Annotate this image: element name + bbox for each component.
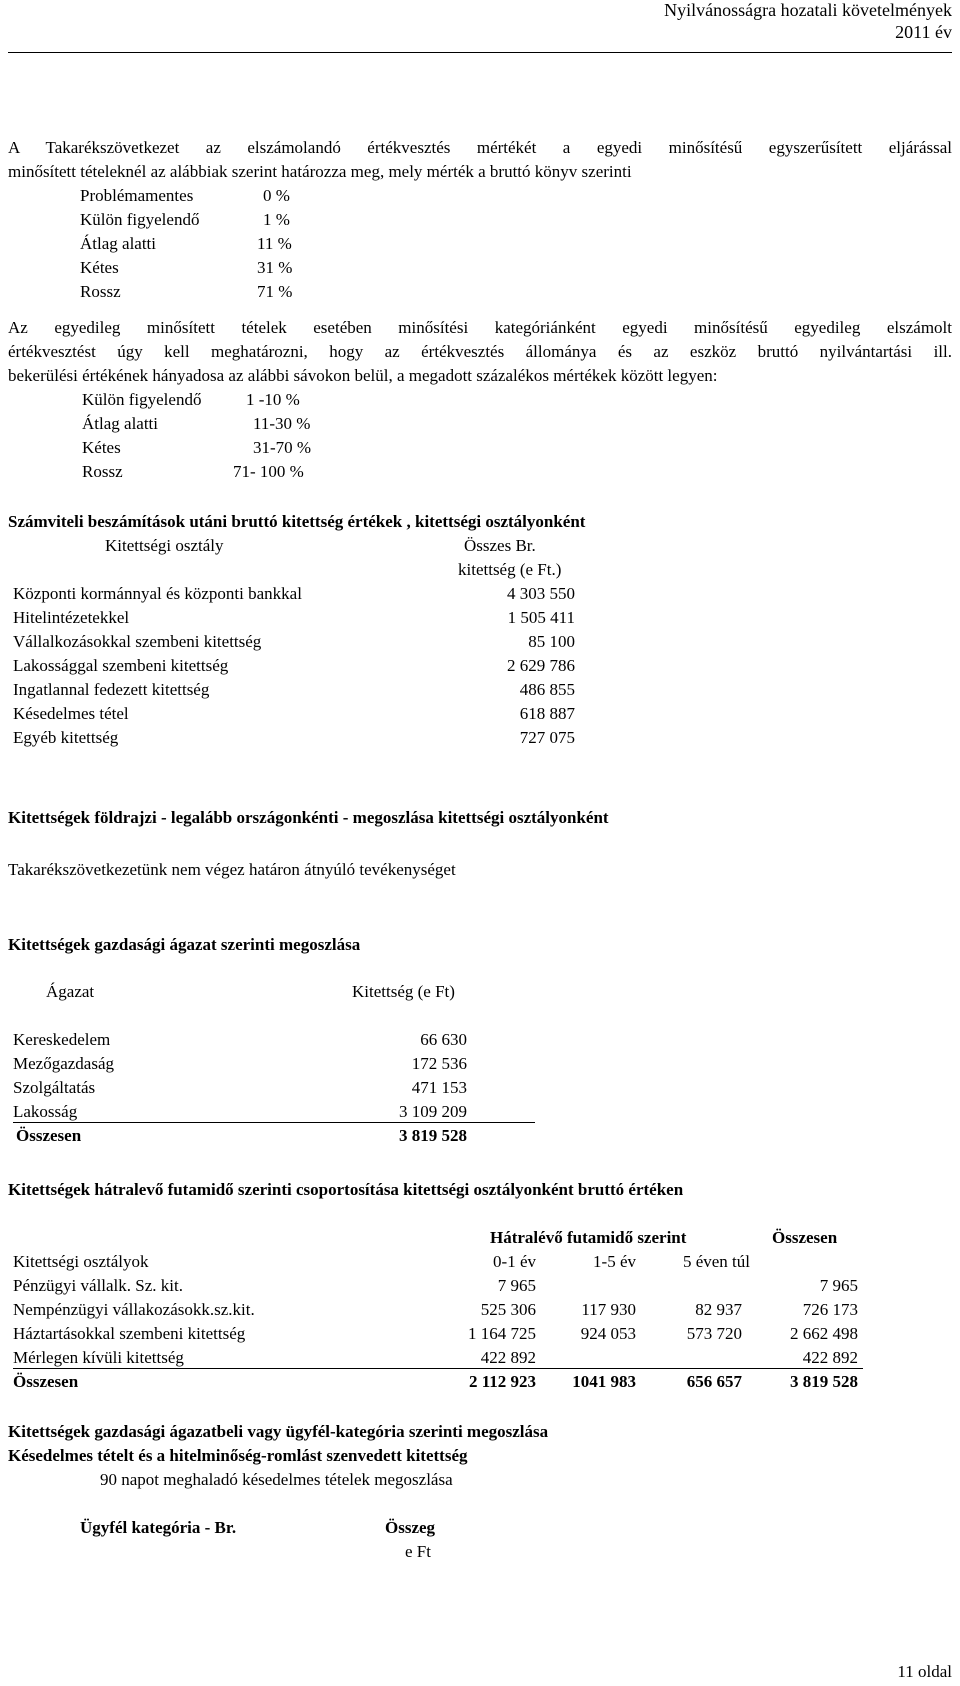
intro-line-1: A Takarékszövetkezet az elszámolandó értékvesztés mértékét a egyedi minősítésű egyszerűsített eljárással [8, 138, 952, 157]
exposure-col-class: Kitettségi osztály [105, 536, 224, 555]
maturity-row-head: Kitettségi osztályok [13, 1252, 149, 1271]
rate-label: Átlag alatti [80, 234, 157, 253]
table-row-label: Kereskedelem [13, 1030, 111, 1049]
table-row-value: 618 887 [519, 704, 575, 723]
maturity-total-divider [13, 1368, 863, 1369]
table-row-value: 85 100 [528, 632, 575, 651]
range-label: Külön figyelendő [82, 390, 202, 409]
table-cell: 525 306 [480, 1300, 536, 1319]
table-row-label: Vállalkozásokkal szembeni kitettség [13, 632, 262, 651]
maturity-total-cell: 2 112 923 [468, 1372, 536, 1391]
header-divider [8, 52, 952, 53]
table-row-value: 3 109 209 [399, 1102, 467, 1121]
individual-line-1: Az egyedileg minősített tételek esetében minősítési kategóriánként egyedi minősítésű egyedileg elszámolt [8, 318, 952, 337]
table-row-label: Szolgáltatás [13, 1078, 96, 1097]
table-row-value: 486 855 [519, 680, 575, 699]
maturity-total-label: Összesen [13, 1372, 79, 1391]
sector-col-sector: Ágazat [46, 982, 95, 1001]
overdue-title-1: Kitettségek gazdasági ágazatbeli vagy ügyfél-kategória szerinti megoszlása [8, 1422, 549, 1441]
sector-col-exposure: Kitettség (e Ft) [352, 982, 455, 1001]
geo-text: Takarékszövetkezetünk nem végez határon átnyúló tevékenységet [8, 860, 456, 879]
overdue-col-amount: Összeg [385, 1518, 436, 1537]
table-row-label: Késedelmes tétel [13, 704, 129, 723]
maturity-total-cell: 3 819 528 [790, 1372, 858, 1391]
table-row-value: 172 536 [411, 1054, 467, 1073]
table-cell-total: 7 965 [819, 1276, 858, 1295]
maturity-total-cell: 656 657 [686, 1372, 742, 1391]
maturity-total-cell: 1041 983 [572, 1372, 636, 1391]
overdue-title-2: Késedelmes tételt és a hitelminőség-romlást szenvedett kitettség [8, 1446, 468, 1465]
table-row-value: 4 303 550 [507, 584, 575, 603]
page-header-year: 2011 év [895, 22, 952, 42]
table-row-label: Központi kormánnyal és központi bankkal [13, 584, 302, 603]
page-number: 11 oldal [897, 1662, 952, 1681]
range-label: Kétes [82, 438, 121, 457]
table-row-label: Mérlegen kívüli kitettség [13, 1348, 184, 1367]
exposure-title: Számviteli beszámítások utáni bruttó kitettség értékek , kitettségi osztályonként [8, 512, 586, 531]
geo-title: Kitettségek földrajzi - legalább országonkénti - megoszlása kitettségi osztályonként [8, 808, 609, 827]
rate-label: Külön figyelendő [80, 210, 200, 229]
maturity-group-head: Hátralévő futamidő szerint [490, 1228, 687, 1247]
table-cell-total: 726 173 [802, 1300, 858, 1319]
table-row-label: Hitelintézetekkel [13, 608, 130, 627]
sector-total-label: Összesen [16, 1126, 82, 1145]
table-row-label: Lakossággal szembeni kitettség [13, 656, 229, 675]
sector-title: Kitettségek gazdasági ágazat szerinti megoszlása [8, 935, 361, 954]
range-label: Rossz [82, 462, 123, 481]
table-row-value: 1 505 411 [507, 608, 575, 627]
table-row-label: Egyéb kitettség [13, 728, 119, 747]
maturity-bucket-5plus: 5 éven túl [682, 1252, 750, 1271]
page-header-title: Nyilvánosságra hozatali követelmények [664, 0, 952, 20]
table-row-label: Nempénzügyi vállakozásokk.sz.kit. [13, 1300, 255, 1319]
table-cell: 573 720 [686, 1324, 742, 1343]
overdue-subtitle: 90 napot meghaladó késedelmes tételek megoszlása [100, 1470, 453, 1489]
sector-total-divider [13, 1122, 535, 1123]
maturity-bucket-0-1: 0-1 év [493, 1252, 536, 1271]
table-row-label: Mezőgazdaság [13, 1054, 115, 1073]
overdue-col-category: Ügyfél kategória - Br. [80, 1518, 237, 1537]
table-row-label: Háztartásokkal szembeni kitettség [13, 1324, 246, 1343]
table-cell-total: 2 662 498 [790, 1324, 858, 1343]
table-row-label: Ingatlannal fedezett kitettség [13, 680, 210, 699]
table-cell: 117 930 [581, 1300, 636, 1319]
maturity-total-head: Összesen [772, 1228, 838, 1247]
range-value: 71- 100 % [233, 462, 304, 481]
rate-value: 1 % [263, 210, 290, 229]
table-cell-total: 422 892 [802, 1348, 858, 1367]
maturity-bucket-1-5: 1-5 év [593, 1252, 636, 1271]
rate-value: 31 % [257, 258, 293, 277]
rate-value: 0 % [263, 186, 290, 205]
table-row-value: 727 075 [519, 728, 575, 747]
exposure-col-total-a: Összes Br. [464, 536, 536, 555]
intro-line-2: minősített tételeknél az alábbiak szerint határozza meg, mely mérték a bruttó könyv szerinti [8, 162, 632, 181]
individual-line-3: bekerülési értékének hányadosa az alábbi sávokon belül, a megadott százalékos mértékek között legyen: [8, 366, 718, 385]
table-row-value: 66 630 [420, 1030, 467, 1049]
rate-value: 71 % [257, 282, 293, 301]
range-value: 31-70 % [253, 438, 312, 457]
rate-label: Kétes [80, 258, 119, 277]
individual-line-2: értékvesztést úgy kell meghatározni, hogy az értékvesztés állománya és az eszköz bruttó nyilvántartási ill. [8, 342, 952, 361]
rate-value: 11 % [257, 234, 292, 253]
range-label: Átlag alatti [82, 414, 159, 433]
range-value: 1 -10 % [246, 390, 300, 409]
table-cell: 924 053 [580, 1324, 636, 1343]
table-cell: 422 892 [480, 1348, 536, 1367]
table-row-value: 2 629 786 [507, 656, 575, 675]
table-row-label: Lakosság [13, 1102, 78, 1121]
table-cell: 1 164 725 [468, 1324, 536, 1343]
range-value: 11-30 % [253, 414, 311, 433]
overdue-col-unit: e Ft [405, 1542, 431, 1561]
table-cell: 7 965 [497, 1276, 536, 1295]
maturity-title: Kitettségek hátralevő futamidő szerinti csoportosítása kitettségi osztályonként bruttó értéken [8, 1180, 684, 1199]
table-cell: 82 937 [695, 1300, 742, 1319]
sector-total-value: 3 819 528 [399, 1126, 467, 1145]
table-row-value: 471 153 [411, 1078, 467, 1097]
rate-label: Problémamentes [80, 186, 194, 205]
exposure-col-total-b: kitettség (e Ft.) [458, 560, 562, 579]
table-row-label: Pénzügyi vállalk. Sz. kit. [13, 1276, 183, 1295]
rate-label: Rossz [80, 282, 121, 301]
